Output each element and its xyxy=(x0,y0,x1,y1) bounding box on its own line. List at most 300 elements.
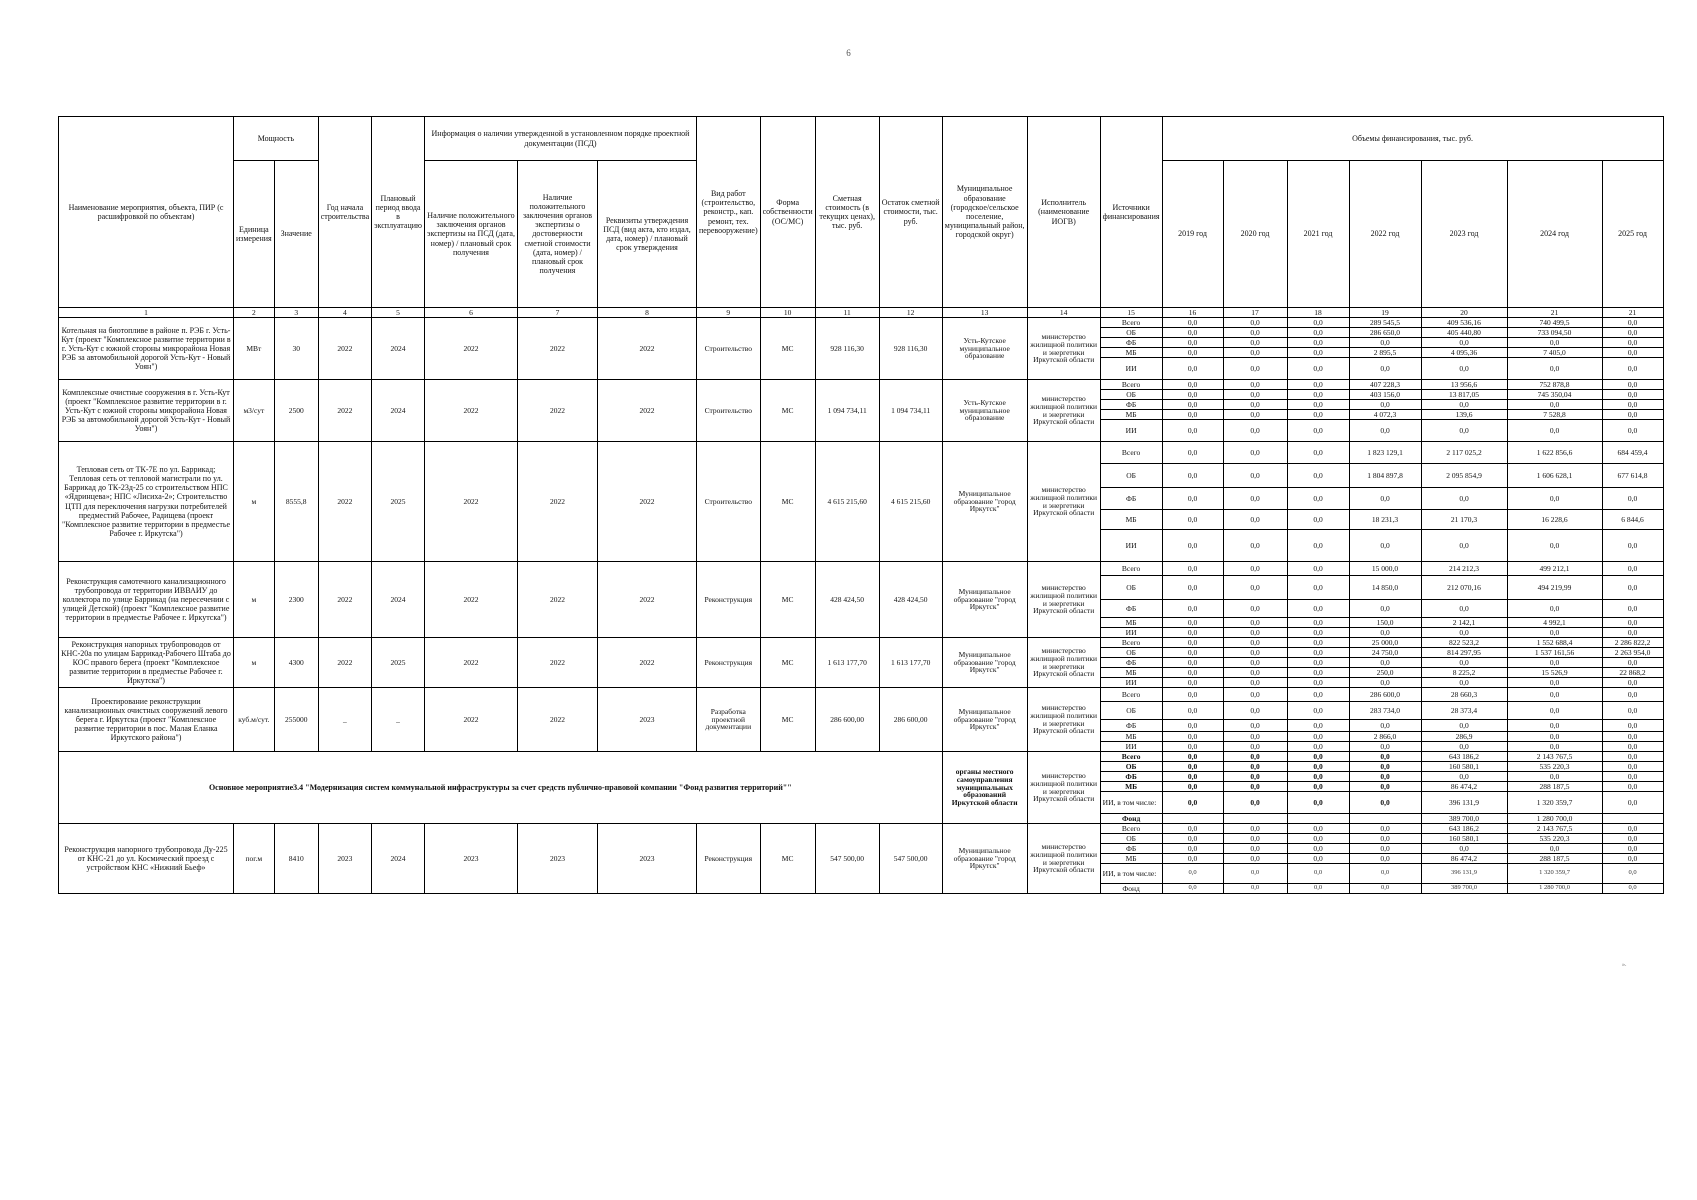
psd-positive: 2022 xyxy=(424,562,517,638)
funding-value: 0,0 xyxy=(1162,782,1223,792)
column-number: 16 xyxy=(1162,308,1223,318)
funding-value: 0,0 xyxy=(1602,628,1663,638)
funding-value: 0,0 xyxy=(1287,884,1349,894)
funding-value: 0,0 xyxy=(1602,420,1663,442)
funding-value: 0,0 xyxy=(1602,762,1663,772)
funding-value: 0,0 xyxy=(1223,628,1287,638)
executor: министерство жилищной политики и энергетики Иркутской области xyxy=(1027,442,1100,562)
psd-requisites: 2022 xyxy=(597,562,696,638)
funding-value: 0,0 xyxy=(1223,884,1287,894)
ownership: МС xyxy=(760,442,815,562)
funding-value: 0,0 xyxy=(1602,854,1663,864)
funding-value: 22 868,2 xyxy=(1602,668,1663,678)
funding-value: 0,0 xyxy=(1507,688,1602,702)
col-header-municipality: Муниципальное образование (городское/сельское поселение, муниципальный район, городской округ) xyxy=(942,117,1027,308)
funding-value xyxy=(1349,814,1421,824)
capacity-unit: м xyxy=(234,442,275,562)
column-number: 5 xyxy=(372,308,425,318)
funding-value: 24 750,0 xyxy=(1349,648,1421,658)
funding-value: 0,0 xyxy=(1223,576,1287,600)
funding-value: 0,0 xyxy=(1287,720,1349,732)
funding-source: ИИ xyxy=(1100,420,1162,442)
psd-positive: 2022 xyxy=(424,318,517,380)
funding-value: 0,0 xyxy=(1162,410,1223,420)
funding-source: МБ xyxy=(1100,510,1162,530)
funding-source: МБ xyxy=(1100,410,1162,420)
funding-value: 0,0 xyxy=(1507,358,1602,380)
psd-positive: 2022 xyxy=(424,688,517,752)
funding-value: 0,0 xyxy=(1287,638,1349,648)
estimated-cost: 286 600,00 xyxy=(815,688,879,752)
col-header-year: 2024 год xyxy=(1507,161,1602,308)
column-number: 20 xyxy=(1421,308,1507,318)
funding-value: 2 095 854,9 xyxy=(1421,464,1507,488)
funding-source: ИИ, в том числе: xyxy=(1100,792,1162,814)
capacity-value: 8555,8 xyxy=(274,442,318,562)
funding-value: 0,0 xyxy=(1162,380,1223,390)
funding-value: 15 526,9 xyxy=(1507,668,1602,678)
funding-value: 0,0 xyxy=(1287,668,1349,678)
cost-balance: 1 094 734,11 xyxy=(879,380,942,442)
funding-value: 0,0 xyxy=(1507,530,1602,562)
funding-value: 405 440,80 xyxy=(1421,328,1507,338)
funding-value: 288 187,5 xyxy=(1507,854,1602,864)
funding-value: 14 850,0 xyxy=(1349,576,1421,600)
funding-value: 0,0 xyxy=(1162,530,1223,562)
start-year: _ xyxy=(318,688,371,752)
funding-value: 0,0 xyxy=(1223,510,1287,530)
funding-value: 0,0 xyxy=(1162,668,1223,678)
funding-source: ОБ xyxy=(1100,648,1162,658)
funding-value: 740 499,5 xyxy=(1507,318,1602,328)
funding-value: 0,0 xyxy=(1602,792,1663,814)
column-number: 1 xyxy=(59,308,234,318)
cost-balance: 547 500,00 xyxy=(879,824,942,894)
funding-value: 396 131,9 xyxy=(1421,792,1507,814)
col-header-name: Наименование мероприятия, объекта, ПИР (с расшифровкой по объектам) xyxy=(59,117,234,308)
funding-value: 0,0 xyxy=(1287,688,1349,702)
column-number: 21 xyxy=(1602,308,1663,318)
funding-value: 0,0 xyxy=(1162,648,1223,658)
funding-value: 286 600,0 xyxy=(1349,688,1421,702)
funding-value: 0,0 xyxy=(1223,854,1287,864)
funding-value: 2 143 767,5 xyxy=(1507,752,1602,762)
funding-value: 0,0 xyxy=(1287,576,1349,600)
funding-value: 0,0 xyxy=(1602,658,1663,668)
project-name: Комплексные очистные сооружения в г. Усть-Кут (проект "Комплексное развитие территории в г. Усть-Кут с южной стороны микрорайона Новая РЭБ за автомобильной дорогой Усть-Кут - Новый Уоян") xyxy=(59,380,234,442)
funding-value: 0,0 xyxy=(1223,678,1287,688)
funding-source: МБ xyxy=(1100,732,1162,742)
psd-positive: 2022 xyxy=(424,380,517,442)
funding-value: 0,0 xyxy=(1223,338,1287,348)
main-event-municipality: органы местного самоуправления муниципальных образований Иркутской области xyxy=(942,752,1027,824)
funding-value: 0,0 xyxy=(1602,732,1663,742)
funding-source: ФБ xyxy=(1100,658,1162,668)
project-name: Проектирование реконструкции канализационных очистных сооружений левого берега г. Иркутска (проект "Комплексное развитие территории в пос. Малая Еланка Иркутского района") xyxy=(59,688,234,752)
work-type: Разработка проектной документации xyxy=(696,688,760,752)
funding-source: ФБ xyxy=(1100,400,1162,410)
col-header-sources: Источники финансирования xyxy=(1100,117,1162,308)
funding-value: 0,0 xyxy=(1602,318,1663,328)
column-number: 8 xyxy=(597,308,696,318)
funding-value: 389 700,0 xyxy=(1421,814,1507,824)
psd-requisites: 2022 xyxy=(597,442,696,562)
funding-value: 1 537 161,56 xyxy=(1507,648,1602,658)
funding-source: Всего xyxy=(1100,318,1162,328)
table-body xyxy=(59,117,1664,894)
column-number: 15 xyxy=(1100,308,1162,318)
funding-value: 288 187,5 xyxy=(1507,782,1602,792)
funding-value: 2 263 954,0 xyxy=(1602,648,1663,658)
col-header-work-type: Вид работ (строительство, реконстр., кап. ремонт, тех. перевооружение) xyxy=(696,117,760,308)
funding-value: 0,0 xyxy=(1223,782,1287,792)
psd-cost: 2022 xyxy=(517,562,597,638)
table-row xyxy=(59,562,1664,576)
funding-value: 0,0 xyxy=(1162,678,1223,688)
funding-value: 13 956,6 xyxy=(1421,380,1507,390)
funding-source: ОБ xyxy=(1100,328,1162,338)
funding-value: 814 297,95 xyxy=(1421,648,1507,658)
column-number: 19 xyxy=(1349,308,1421,318)
funding-value: 4 095,36 xyxy=(1421,348,1507,358)
project-name: Реконструкция напорных трубопроводов от КНС-20а по улицам Баррикад-Рабочего Штаба до КОС правого берега (проект "Комплексное развитие территории в предместье Рабочее г. Иркутска") xyxy=(59,638,234,688)
table-row xyxy=(59,752,1664,762)
funding-value: 0,0 xyxy=(1602,824,1663,834)
funding-value: 1 622 856,6 xyxy=(1507,442,1602,464)
funding-value: 0,0 xyxy=(1223,530,1287,562)
executor: министерство жилищной политики и энергетики Иркутской области xyxy=(1027,380,1100,442)
funding-value: 0,0 xyxy=(1162,510,1223,530)
funding-value: 25 000,0 xyxy=(1349,638,1421,648)
main-event-name: Основное мероприятие3.4 "Модернизация систем коммунальной инфраструктуры за счет средств публично-правовой компании "Фонд развития территорий"" xyxy=(59,752,943,824)
funding-value: 0,0 xyxy=(1223,618,1287,628)
funding-source: ОБ xyxy=(1100,834,1162,844)
municipality: Муниципальное образование "город Иркутск" xyxy=(942,688,1027,752)
funding-value: 0,0 xyxy=(1421,420,1507,442)
funding-value: 289 545,5 xyxy=(1349,318,1421,328)
funding-source: ОБ xyxy=(1100,464,1162,488)
col-header-year: 2023 год xyxy=(1421,161,1507,308)
funding-value: 1 823 129,1 xyxy=(1349,442,1421,464)
funding-value: 0,0 xyxy=(1602,884,1663,894)
psd-positive: 2022 xyxy=(424,638,517,688)
funding-value: 0,0 xyxy=(1223,742,1287,752)
funding-value: 0,0 xyxy=(1602,678,1663,688)
funding-value: 0,0 xyxy=(1349,488,1421,510)
psd-cost: 2022 xyxy=(517,688,597,752)
funding-source: ФБ xyxy=(1100,772,1162,782)
funding-source: МБ xyxy=(1100,618,1162,628)
table-row xyxy=(59,638,1664,648)
ownership: МС xyxy=(760,562,815,638)
funding-value: 0,0 xyxy=(1421,358,1507,380)
funding-value: 0,0 xyxy=(1223,328,1287,338)
funding-value: 0,0 xyxy=(1287,854,1349,864)
funding-value: 2 117 025,2 xyxy=(1421,442,1507,464)
funding-source: ОБ xyxy=(1100,390,1162,400)
funding-value: 0,0 xyxy=(1287,358,1349,380)
funding-value: 0,0 xyxy=(1421,600,1507,618)
funding-value: 0,0 xyxy=(1162,844,1223,854)
funding-value: 0,0 xyxy=(1349,782,1421,792)
funding-value: 0,0 xyxy=(1602,618,1663,628)
col-header-psd-requisites: Реквизиты утверждения ПСД (вид акта, кто издал, дата, номер) / плановый срок утверждения xyxy=(597,161,696,308)
funding-value: 8 225,2 xyxy=(1421,668,1507,678)
funding-value: 0,0 xyxy=(1287,318,1349,328)
funding-value: 0,0 xyxy=(1349,844,1421,854)
funding-value: 0,0 xyxy=(1349,824,1421,834)
column-number: 3 xyxy=(274,308,318,318)
funding-value: 0,0 xyxy=(1507,338,1602,348)
funding-source: Всего xyxy=(1100,638,1162,648)
estimated-cost: 4 615 215,60 xyxy=(815,442,879,562)
funding-value: 13 817,05 xyxy=(1421,390,1507,400)
capacity-unit: куб.м/сут. xyxy=(234,688,275,752)
funding-value: 0,0 xyxy=(1287,864,1349,884)
funding-value: 0,0 xyxy=(1602,338,1663,348)
capacity-value: 2500 xyxy=(274,380,318,442)
funding-value: 0,0 xyxy=(1287,844,1349,854)
funding-source: МБ xyxy=(1100,854,1162,864)
funding-value: 0,0 xyxy=(1287,702,1349,720)
funding-value: 0,0 xyxy=(1223,442,1287,464)
funding-value: 0,0 xyxy=(1507,732,1602,742)
col-header-year: 2019 год xyxy=(1162,161,1223,308)
project-name: Реконструкция самотечного канализационного трубопровода от территории ИВВАИУ до коллектора по улице Баррикад (на пересечении с улицей Детской) (проект "Комплексное развитие территории в предместье Рабочее г. Иркутска") xyxy=(59,562,234,638)
funding-value xyxy=(1223,814,1287,824)
col-header-year: 2022 год xyxy=(1349,161,1421,308)
funding-value: 0,0 xyxy=(1507,628,1602,638)
funding-value: 0,0 xyxy=(1507,420,1602,442)
funding-value: 0,0 xyxy=(1162,618,1223,628)
psd-cost: 2022 xyxy=(517,638,597,688)
funding-value: 0,0 xyxy=(1287,762,1349,772)
funding-value: 0,0 xyxy=(1421,720,1507,732)
funding-value: 733 094,50 xyxy=(1507,328,1602,338)
municipality: Муниципальное образование "город Иркутск" xyxy=(942,562,1027,638)
column-number: 13 xyxy=(942,308,1027,318)
table-row xyxy=(59,380,1664,390)
funding-value: 0,0 xyxy=(1507,702,1602,720)
funding-value: 0,0 xyxy=(1349,834,1421,844)
closing-quote: ». xyxy=(1622,962,1627,968)
funding-value: 2 866,0 xyxy=(1349,732,1421,742)
funding-value: 0,0 xyxy=(1287,338,1349,348)
funding-value: 0,0 xyxy=(1287,732,1349,742)
funding-value: 0,0 xyxy=(1349,400,1421,410)
work-type: Реконструкция xyxy=(696,562,760,638)
funding-value: 0,0 xyxy=(1602,834,1663,844)
funding-value: 0,0 xyxy=(1162,390,1223,400)
funding-value: 0,0 xyxy=(1349,420,1421,442)
funding-value: 0,0 xyxy=(1349,772,1421,782)
funding-value: 0,0 xyxy=(1349,792,1421,814)
funding-source: ИИ xyxy=(1100,678,1162,688)
capacity-value: 30 xyxy=(274,318,318,380)
funding-value: 0,0 xyxy=(1507,400,1602,410)
funding-source: ФБ xyxy=(1100,488,1162,510)
start-year: 2023 xyxy=(318,824,371,894)
psd-requisites: 2022 xyxy=(597,318,696,380)
funding-value: 0,0 xyxy=(1162,762,1223,772)
funding-value: 1 606 628,1 xyxy=(1507,464,1602,488)
cost-balance: 4 615 215,60 xyxy=(879,442,942,562)
funding-value: 535 220,3 xyxy=(1507,762,1602,772)
funding-value: 0,0 xyxy=(1349,678,1421,688)
col-header-capacity: Мощность xyxy=(234,117,319,161)
funding-value: 494 219,99 xyxy=(1507,576,1602,600)
funding-value: 283 734,0 xyxy=(1349,702,1421,720)
funding-source: ОБ xyxy=(1100,762,1162,772)
funding-value: 0,0 xyxy=(1287,400,1349,410)
funding-value: 0,0 xyxy=(1602,530,1663,562)
funding-value: 0,0 xyxy=(1602,488,1663,510)
funding-value: 0,0 xyxy=(1223,348,1287,358)
funding-source: Фонд xyxy=(1100,884,1162,894)
funding-value: 150,0 xyxy=(1349,618,1421,628)
funding-value: 0,0 xyxy=(1287,792,1349,814)
funding-value: 0,0 xyxy=(1162,562,1223,576)
estimated-cost: 547 500,00 xyxy=(815,824,879,894)
capacity-value: 8410 xyxy=(274,824,318,894)
funding-source: Всего xyxy=(1100,688,1162,702)
column-number: 6 xyxy=(424,308,517,318)
funding-value: 4 072,3 xyxy=(1349,410,1421,420)
funding-value: 28 660,3 xyxy=(1421,688,1507,702)
capacity-unit: м3/сут xyxy=(234,380,275,442)
funding-value: 0,0 xyxy=(1223,562,1287,576)
executor: министерство жилищной политики и энергетики Иркутской области xyxy=(1027,638,1100,688)
col-header-planned: Плановый период ввода в эксплуатацию xyxy=(372,117,425,308)
funding-source: Всего xyxy=(1100,380,1162,390)
funding-value: 643 186,2 xyxy=(1421,752,1507,762)
funding-value: 0,0 xyxy=(1287,752,1349,762)
psd-requisites: 2023 xyxy=(597,824,696,894)
funding-value: 0,0 xyxy=(1602,844,1663,854)
column-number: 17 xyxy=(1223,308,1287,318)
funding-value: 28 373,4 xyxy=(1421,702,1507,720)
funding-value: 0,0 xyxy=(1162,420,1223,442)
funding-value: 0,0 xyxy=(1223,864,1287,884)
funding-value: 0,0 xyxy=(1162,732,1223,742)
psd-positive: 2023 xyxy=(424,824,517,894)
work-type: Строительство xyxy=(696,380,760,442)
funding-value: 0,0 xyxy=(1602,702,1663,720)
funding-value: 0,0 xyxy=(1349,358,1421,380)
funding-value: 15 000,0 xyxy=(1349,562,1421,576)
capacity-value: 4300 xyxy=(274,638,318,688)
planned-year: 2025 xyxy=(372,442,425,562)
funding-value: 0,0 xyxy=(1421,742,1507,752)
funding-value: 0,0 xyxy=(1349,752,1421,762)
funding-value xyxy=(1162,814,1223,824)
funding-value: 0,0 xyxy=(1507,678,1602,688)
main-event-executor: министерство жилищной политики и энергетики Иркутской области xyxy=(1027,752,1100,824)
estimated-cost: 428 424,50 xyxy=(815,562,879,638)
table-row xyxy=(59,824,1664,834)
funding-value: 0,0 xyxy=(1223,720,1287,732)
funding-value: 0,0 xyxy=(1223,844,1287,854)
funding-value: 0,0 xyxy=(1602,864,1663,884)
column-number: 18 xyxy=(1287,308,1349,318)
planned-year: _ xyxy=(372,688,425,752)
funding-source: ИИ xyxy=(1100,742,1162,752)
funding-value: 0,0 xyxy=(1162,358,1223,380)
funding-value: 0,0 xyxy=(1223,318,1287,328)
funding-value: 0,0 xyxy=(1223,834,1287,844)
capacity-unit: пог.м xyxy=(234,824,275,894)
funding-table xyxy=(58,116,1664,894)
funding-value: 0,0 xyxy=(1162,854,1223,864)
funding-value: 0,0 xyxy=(1162,752,1223,762)
funding-table-sheet xyxy=(58,116,1664,894)
funding-value: 0,0 xyxy=(1602,772,1663,782)
planned-year: 2024 xyxy=(372,562,425,638)
start-year: 2022 xyxy=(318,638,371,688)
funding-source: Фонд xyxy=(1100,814,1162,824)
funding-value: 0,0 xyxy=(1162,638,1223,648)
funding-value: 0,0 xyxy=(1349,854,1421,864)
funding-source: ИИ, в том числе: xyxy=(1100,864,1162,884)
col-header-unit: Единица измерения xyxy=(234,161,275,308)
column-number: 7 xyxy=(517,308,597,318)
funding-value: 0,0 xyxy=(1223,410,1287,420)
capacity-unit: м xyxy=(234,562,275,638)
funding-value: 0,0 xyxy=(1602,720,1663,732)
executor: министерство жилищной политики и энергетики Иркутской области xyxy=(1027,562,1100,638)
psd-cost: 2023 xyxy=(517,824,597,894)
funding-value: 286 650,0 xyxy=(1349,328,1421,338)
col-header-start-year: Год начала строительства xyxy=(318,117,371,308)
ownership: МС xyxy=(760,824,815,894)
funding-value: 0,0 xyxy=(1349,762,1421,772)
funding-value: 0,0 xyxy=(1507,844,1602,854)
psd-cost: 2022 xyxy=(517,442,597,562)
psd-requisites: 2023 xyxy=(597,688,696,752)
funding-value: 0,0 xyxy=(1223,752,1287,762)
planned-year: 2024 xyxy=(372,318,425,380)
funding-value: 0,0 xyxy=(1349,864,1421,884)
funding-value: 0,0 xyxy=(1162,464,1223,488)
cost-balance: 286 600,00 xyxy=(879,688,942,752)
funding-value: 0,0 xyxy=(1162,792,1223,814)
funding-value: 396 131,9 xyxy=(1421,864,1507,884)
funding-value: 0,0 xyxy=(1162,864,1223,884)
work-type: Строительство xyxy=(696,442,760,562)
estimated-cost: 1 094 734,11 xyxy=(815,380,879,442)
funding-source: ИИ xyxy=(1100,530,1162,562)
funding-value: 1 320 359,7 xyxy=(1507,864,1602,884)
funding-value: 0,0 xyxy=(1287,678,1349,688)
psd-requisites: 2022 xyxy=(597,380,696,442)
planned-year: 2025 xyxy=(372,638,425,688)
col-header-year: 2021 год xyxy=(1287,161,1349,308)
funding-source: ИИ xyxy=(1100,628,1162,638)
funding-value xyxy=(1287,814,1349,824)
funding-value: 0,0 xyxy=(1287,600,1349,618)
column-number: 12 xyxy=(879,308,942,318)
funding-value: 0,0 xyxy=(1162,576,1223,600)
funding-value: 0,0 xyxy=(1223,600,1287,618)
funding-value: 214 212,3 xyxy=(1421,562,1507,576)
funding-value: 0,0 xyxy=(1162,772,1223,782)
funding-value: 0,0 xyxy=(1223,390,1287,400)
header-row-top xyxy=(59,117,1664,161)
funding-value: 0,0 xyxy=(1602,358,1663,380)
funding-value: 1 552 688,4 xyxy=(1507,638,1602,648)
psd-cost: 2022 xyxy=(517,380,597,442)
psd-requisites: 2022 xyxy=(597,638,696,688)
